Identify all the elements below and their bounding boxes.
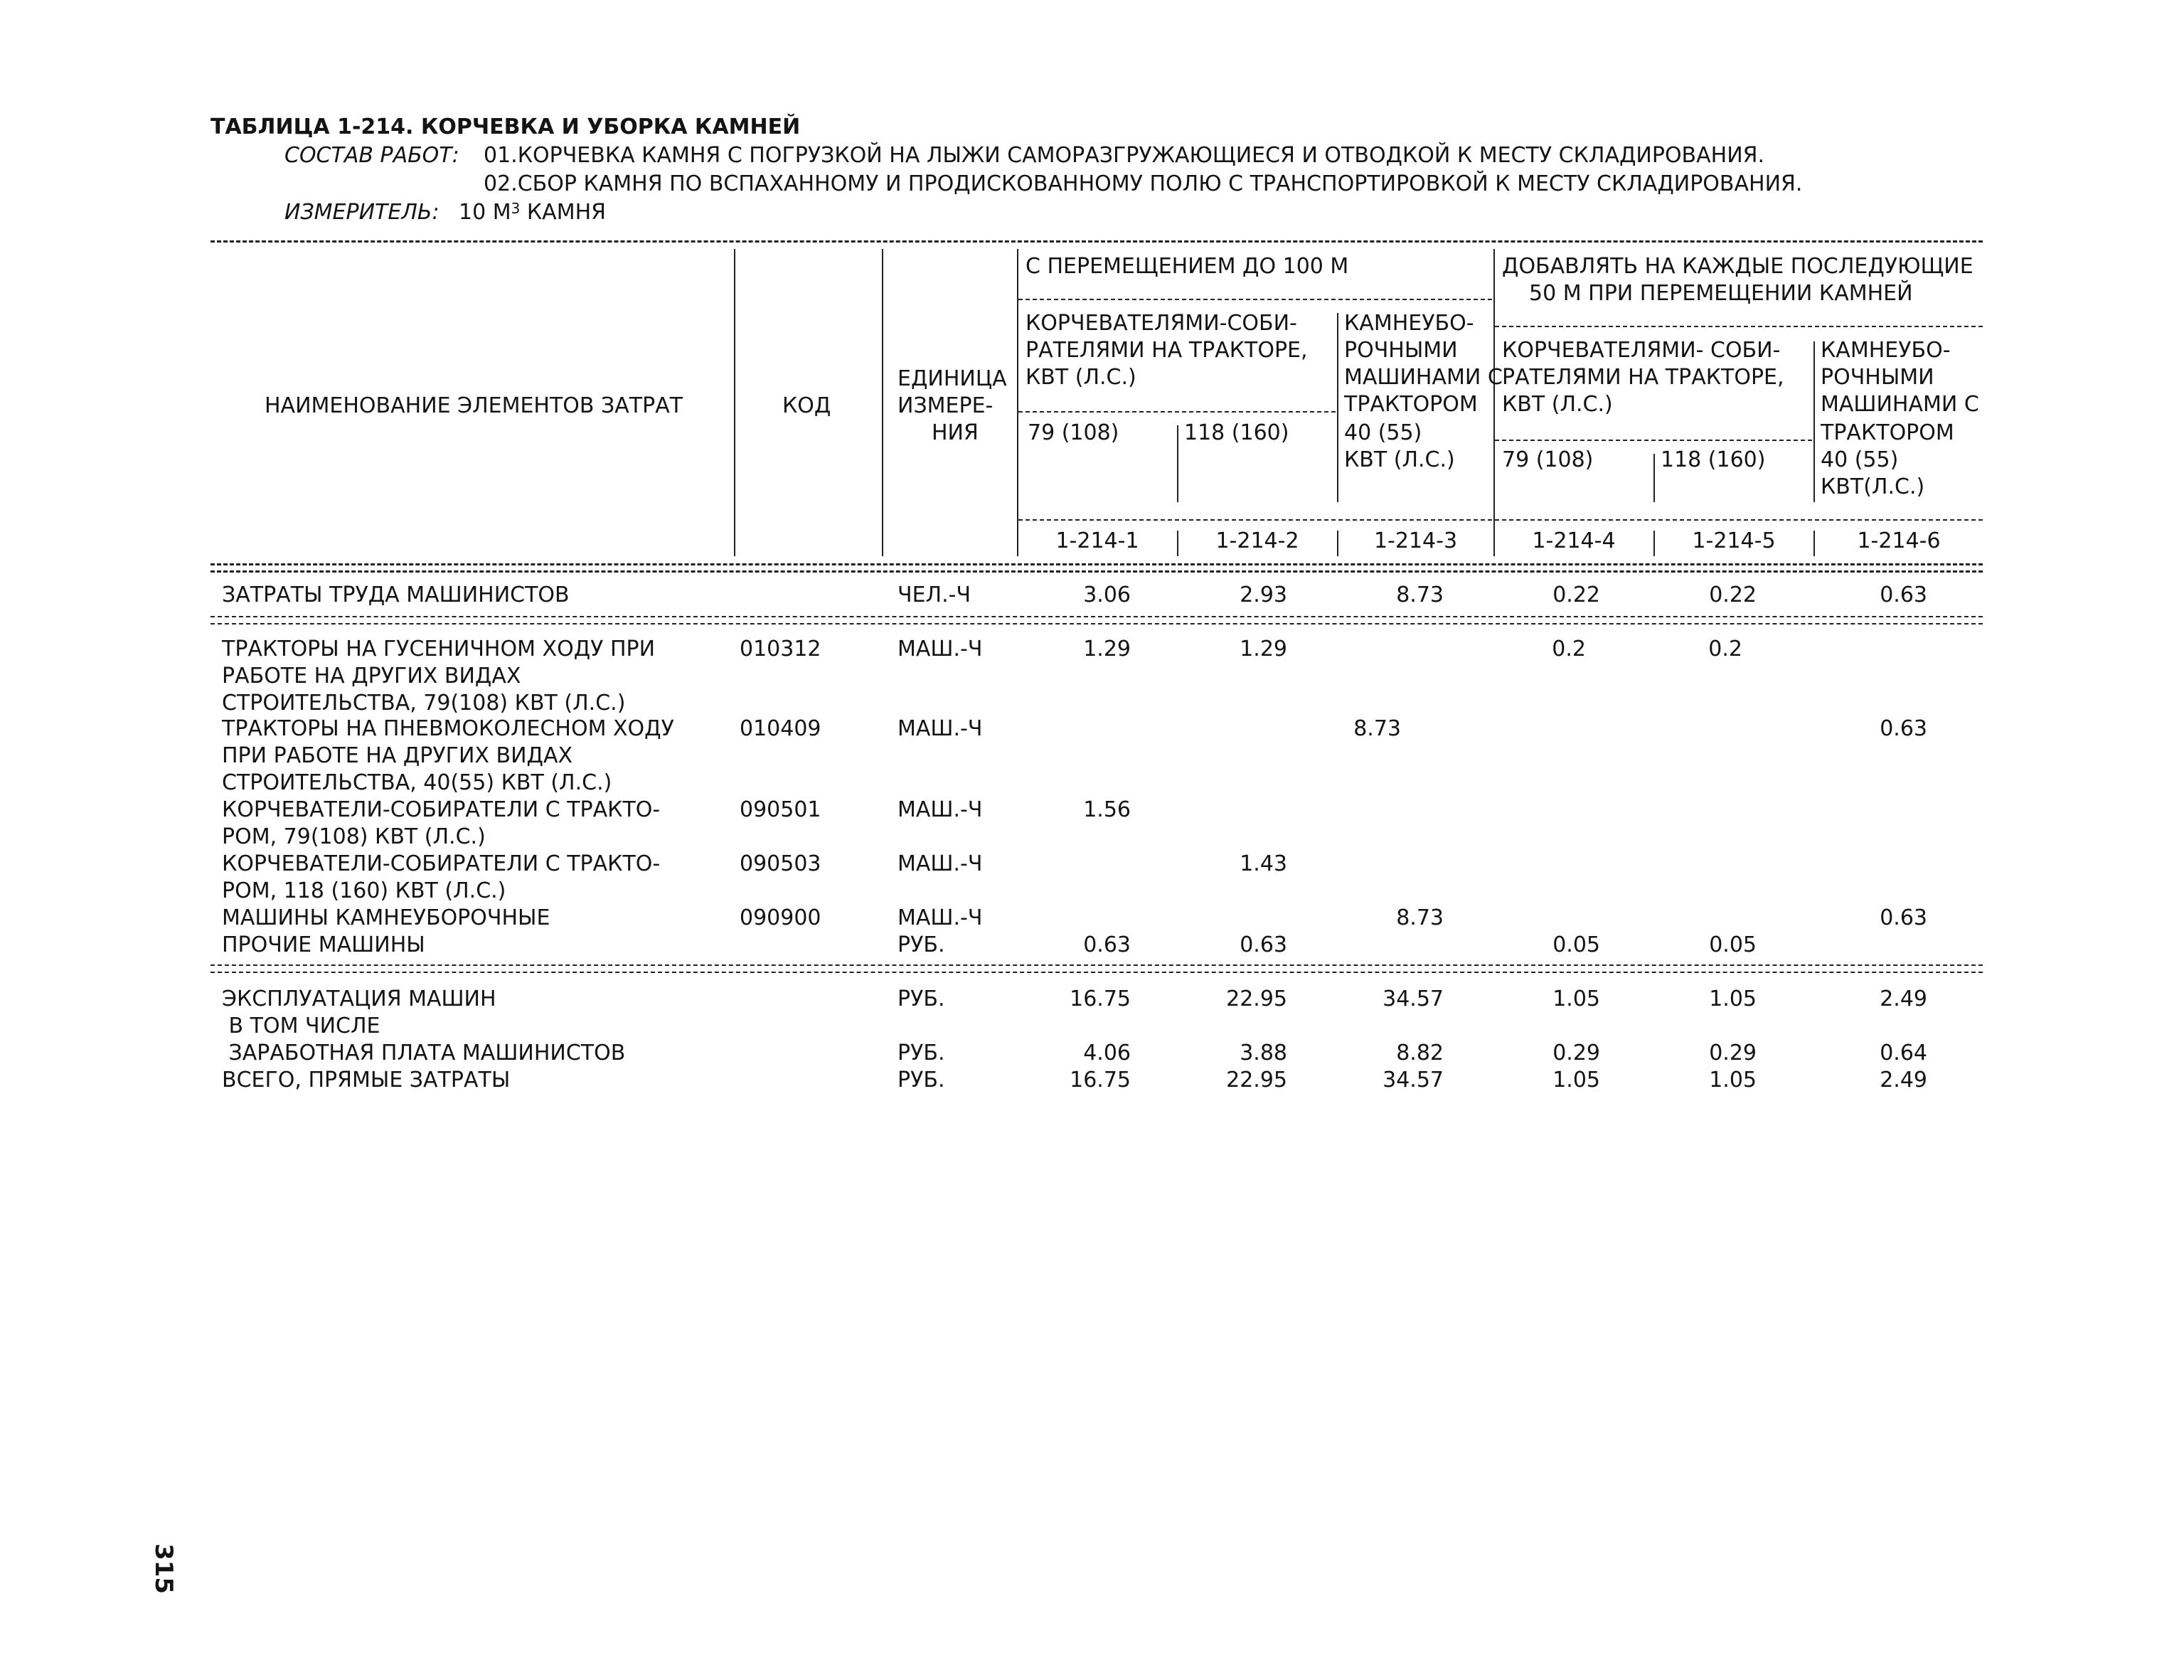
r5-v3: 8.73: [1396, 905, 1444, 930]
vsep-group: [1493, 249, 1495, 556]
b-sub1-line2: РАТЕЛЯМИ НА ТРАКТОРЕ,: [1502, 365, 1784, 390]
b-power-1: 79 (108): [1502, 447, 1594, 472]
s1-name-2: В ТОМ ЧИСЛЕ: [222, 1014, 380, 1038]
r2-code: 010409: [740, 716, 821, 741]
a-power-1: 79 (108): [1028, 420, 1119, 445]
a-power-2: 118 (160): [1184, 420, 1289, 445]
r6-v2: 0.63: [1240, 932, 1287, 957]
composition-item-2: 02.СБОР КАМНЯ ПО ВСПАХАННОМУ И ПРОДИСКОВАННОМУ ПОЛЮ С ТРАНСПОРТИРОВКОЙ К МЕСТУ СКЛАДИРОВАНИЯ.: [484, 171, 1803, 196]
r4-name-1: КОРЧЕВАТЕЛИ-СОБИРАТЕЛИ С ТРАКТО-: [222, 851, 661, 876]
measure-value: 10 $М^3$ КАМНЯ: [459, 200, 606, 225]
r1-name-2: РАБОТЕ НА ДРУГИХ ВИДАХ: [222, 664, 521, 689]
b-sub1-line3: КВТ (Л.С.): [1502, 392, 1613, 417]
rule-labor-2: [211, 623, 1983, 624]
s1-unit: РУБ.: [897, 987, 945, 1011]
r1-v4: 0.2: [1552, 637, 1586, 661]
page-number: 315: [149, 1543, 178, 1594]
r2-v3: 8.73: [1353, 716, 1401, 741]
s1-v3: 34.57: [1383, 987, 1444, 1011]
hrule-a-sub: [1018, 411, 1336, 413]
s3-name-1: ВСЕГО, ПРЯМЫЕ ЗАТРАТЫ: [222, 1068, 511, 1092]
a-sub1-line1: КОРЧЕВАТЕЛЯМИ-СОБИ-: [1026, 311, 1297, 336]
r3-name-2: РОМ, 79(108) КВТ (Л.С.): [222, 824, 486, 849]
b-sub2-line2: РОЧНЫМИ: [1821, 365, 1934, 390]
r6-v5: 0.05: [1709, 932, 1757, 957]
s3-v1: 16.75: [1070, 1068, 1131, 1092]
composition-label: СОСТАВ РАБОТ:: [284, 143, 459, 168]
r5-code: 090900: [740, 905, 821, 930]
r4-unit: МАШ.-Ч: [897, 851, 983, 876]
r6-unit: РУБ.: [897, 932, 945, 957]
hrule-group-b: [1495, 326, 1983, 327]
s2-v3: 8.82: [1396, 1041, 1444, 1065]
r6-v4: 0.05: [1552, 932, 1600, 957]
rule-header-bottom-2: [211, 570, 1983, 573]
code-col-2: 1-214-2: [1215, 528, 1299, 553]
s2-unit: РУБ.: [897, 1041, 945, 1065]
a-sub2-line1: КАМНЕУБО-: [1344, 311, 1474, 336]
s3-v5: 1.05: [1709, 1068, 1757, 1092]
code-col-3: 1-214-3: [1373, 528, 1458, 553]
r2-name-3: СТРОИТЕЛЬСТВА, 40(55) КВТ (Л.С.): [222, 770, 612, 795]
col-code-header: КОД: [782, 393, 831, 418]
s1-v2: 22.95: [1226, 987, 1287, 1011]
b-sub1-line1: КОРЧЕВАТЕЛЯМИ- СОБИ-: [1502, 338, 1781, 363]
rule-labor-1: [211, 616, 1983, 617]
vsep-a1: [1177, 425, 1178, 502]
s2-v5: 0.29: [1709, 1041, 1757, 1065]
code-col-1: 1-214-1: [1055, 528, 1139, 553]
code-col-6: 1-214-6: [1857, 528, 1941, 553]
r1-v5: 0.2: [1708, 637, 1742, 661]
code-col-5: 1-214-5: [1692, 528, 1776, 553]
rule-machines-1: [211, 964, 1983, 966]
s1-v5: 1.05: [1709, 987, 1757, 1011]
a-sub2-line3: МАШИНАМИ С: [1344, 365, 1503, 390]
a-sub2-line4: ТРАКТОРОМ: [1344, 392, 1478, 417]
rule-top: [211, 240, 1983, 243]
s3-unit: РУБ.: [897, 1068, 945, 1092]
col-unit-header-1: ЕДИНИЦА: [897, 366, 1007, 391]
a-sub2-line5: 40 (55): [1344, 420, 1422, 445]
r1-v1: 1.29: [1083, 637, 1131, 661]
group-b-header-2: 50 М ПРИ ПЕРЕМЕЩЕНИИ КАМНЕЙ: [1529, 281, 1913, 306]
r6-name-1: ПРОЧИЕ МАШИНЫ: [222, 932, 425, 957]
labor-v1: 3.06: [1083, 583, 1131, 607]
hrule-group-a: [1018, 299, 1492, 300]
r5-name-1: МАШИНЫ КАМНЕУБОРОЧНЫЕ: [222, 905, 550, 930]
measure-superscript: 3: [511, 200, 521, 217]
r1-name-1: ТРАКТОРЫ НА ГУСЕНИЧНОМ ХОДУ ПРИ: [222, 637, 656, 661]
hrule-codes: [1018, 519, 1983, 521]
s3-v6: 2.49: [1880, 1068, 1927, 1092]
group-b-header-1: ДОБАВЛЯТЬ НА КАЖДЫЕ ПОСЛЕДУЮЩИЕ: [1502, 254, 1973, 279]
r4-v2: 1.43: [1240, 851, 1287, 876]
labor-name: ЗАТРАТЫ ТРУДА МАШИНИСТОВ: [222, 583, 570, 607]
r3-name-1: КОРЧЕВАТЕЛИ-СОБИРАТЕЛИ С ТРАКТО-: [222, 797, 661, 822]
labor-v2: 2.93: [1240, 583, 1287, 607]
r3-v1: 1.56: [1083, 797, 1131, 822]
r1-code: 010312: [740, 637, 821, 661]
r4-name-2: РОМ, 118 (160) КВТ (Л.С.): [222, 878, 506, 903]
s1-v1: 16.75: [1070, 987, 1131, 1011]
r3-unit: МАШ.-Ч: [897, 797, 983, 822]
b-sub2-line1: КАМНЕУБО-: [1821, 338, 1951, 363]
s3-v4: 1.05: [1552, 1068, 1600, 1092]
r1-name-3: СТРОИТЕЛЬСТВА, 79(108) КВТ (Л.С.): [222, 691, 626, 716]
hrule-b-sub: [1495, 440, 1812, 441]
labor-v3: 8.73: [1396, 583, 1444, 607]
s1-v4: 1.05: [1552, 987, 1600, 1011]
r2-name-2: ПРИ РАБОТЕ НА ДРУГИХ ВИДАХ: [222, 743, 573, 768]
r3-code: 090501: [740, 797, 821, 822]
s2-v2: 3.88: [1240, 1041, 1287, 1065]
s2-v1: 4.06: [1083, 1041, 1131, 1065]
vsep-code: [882, 249, 883, 556]
r2-v6: 0.63: [1880, 716, 1927, 741]
a-sub1-line2: РАТЕЛЯМИ НА ТРАКТОРЕ,: [1026, 338, 1308, 363]
group-a-header: С ПЕРЕМЕЩЕНИЕМ ДО 100 М: [1026, 254, 1349, 279]
rule-header-bottom-1: [211, 563, 1983, 565]
s3-v3: 34.57: [1383, 1068, 1444, 1092]
r1-v2: 1.29: [1240, 637, 1287, 661]
b-sub2-line4: ТРАКТОРОМ: [1821, 420, 1954, 445]
r2-name-1: ТРАКТОРЫ НА ПНЕВМОКОЛЕСНОМ ХОДУ: [222, 716, 674, 741]
r5-unit: МАШ.-Ч: [897, 905, 983, 930]
b-sub2-line5: 40 (55): [1821, 447, 1899, 472]
col-name-header: НАИМЕНОВАНИЕ ЭЛЕМЕНТОВ ЗАТРАТ: [265, 393, 683, 418]
labor-v4: 0.22: [1552, 583, 1600, 607]
col-unit-header-2: ИЗМЕРЕ-: [897, 393, 994, 418]
r1-unit: МАШ.-Ч: [897, 637, 983, 661]
table-title: ТАБЛИЦА 1-214. КОРЧЕВКА И УБОРКА КАМНЕЙ: [211, 115, 801, 139]
vsep-b1: [1653, 454, 1655, 502]
b-power-2: 118 (160): [1661, 447, 1766, 472]
vsep-b2: [1813, 341, 1815, 502]
labor-v6: 0.63: [1880, 583, 1927, 607]
rule-machines-2: [211, 972, 1983, 973]
s3-v2: 22.95: [1226, 1068, 1287, 1092]
labor-unit: ЧЕЛ.-Ч: [897, 583, 971, 607]
code-col-4: 1-214-4: [1532, 528, 1616, 553]
vsep-name: [734, 249, 735, 556]
s2-v4: 0.29: [1552, 1041, 1600, 1065]
measure-label: ИЗМЕРИТЕЛЬ:: [284, 200, 440, 225]
a-sub2-line2: РОЧНЫМИ: [1344, 338, 1458, 363]
s2-name-1: ЗАРАБОТНАЯ ПЛАТА МАШИНИСТОВ: [222, 1041, 626, 1065]
r4-code: 090503: [740, 851, 821, 876]
b-sub2-line6: КВТ(Л.С.): [1821, 474, 1925, 499]
labor-v5: 0.22: [1709, 583, 1757, 607]
a-sub1-line3: КВТ (Л.С.): [1026, 365, 1136, 390]
vsep-unit: [1017, 249, 1018, 556]
r5-v6: 0.63: [1880, 905, 1927, 930]
s1-v6: 2.49: [1880, 987, 1927, 1011]
r6-v1: 0.63: [1083, 932, 1131, 957]
col-unit-header-3: НИЯ: [932, 420, 979, 445]
s2-v6: 0.64: [1880, 1041, 1927, 1065]
b-sub2-line3: МАШИНАМИ С: [1821, 392, 1979, 417]
s1-name-1: ЭКСПЛУАТАЦИЯ МАШИН: [222, 987, 496, 1011]
vsep-a2: [1337, 313, 1338, 502]
r2-unit: МАШ.-Ч: [897, 716, 983, 741]
composition-item-1: 01.КОРЧЕВКА КАМНЯ С ПОГРУЗКОЙ НА ЛЫЖИ САМОРАЗГРУЖАЮЩИЕСЯ И ОТВОДКОЙ К МЕСТУ СКЛАДИРОВАНИЯ.: [484, 143, 1765, 168]
a-sub2-line6: КВТ (Л.С.): [1344, 447, 1455, 472]
